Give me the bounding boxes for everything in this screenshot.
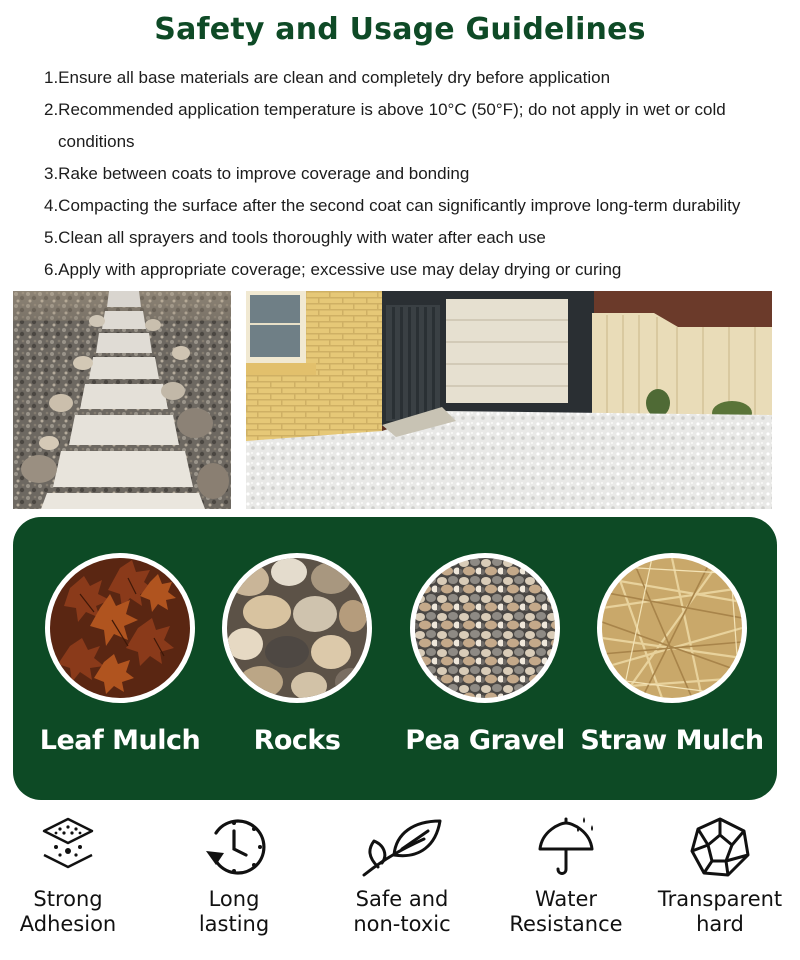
material-label: Rocks <box>253 725 341 756</box>
material-label: Straw Mulch <box>580 725 764 756</box>
adhesion-icon <box>36 815 100 879</box>
feature-long-lasting <box>154 815 314 937</box>
guideline-item: 3.Rake between coats to improve coverage and bonding <box>44 164 470 183</box>
clock-icon <box>202 815 266 879</box>
guideline-item: 4.Compacting the surface after the second coat can significantly improve long-term durability <box>44 196 741 215</box>
path-photo <box>13 291 231 509</box>
feature-water-resistance <box>486 815 646 937</box>
material-label: Leaf Mulch <box>39 725 201 756</box>
material-pea-gravel <box>405 553 565 756</box>
material-straw-mulch <box>580 553 764 756</box>
pea-gravel-image <box>410 553 560 703</box>
feature-strong-adhesion <box>0 815 148 937</box>
material-rocks <box>222 553 372 756</box>
gem-icon <box>688 815 752 879</box>
leaf-sprout-icon <box>354 815 450 879</box>
guideline-item: 1.Ensure all base materials are clean and completely dry before application <box>44 68 611 87</box>
feature-label: Strong Adhesion <box>19 887 117 936</box>
leaf-mulch-image <box>45 553 195 703</box>
feature-label: Transparent hard <box>657 887 783 936</box>
feature-transparent-hard <box>640 815 800 937</box>
guidelines-list <box>44 62 784 286</box>
guideline-item <box>44 94 784 158</box>
material-label: Pea Gravel <box>405 725 565 756</box>
feature-label: Long lasting <box>198 887 270 936</box>
driveway-photo <box>246 291 772 509</box>
rocks-image <box>222 553 372 703</box>
guideline-item: 5.Clean all sprayers and tools thoroughly with water after each use <box>44 228 546 247</box>
page-title: Safety and Usage Guidelines <box>154 12 646 47</box>
guideline-continuation: conditions <box>58 132 135 151</box>
feature-label: Safe and non-toxic <box>353 887 451 936</box>
feature-label: Water Resistance <box>509 887 623 936</box>
guideline-item: 6.Apply with appropriate coverage; excessive use may delay drying or curing <box>44 260 622 279</box>
material-leaf-mulch <box>39 553 201 756</box>
feature-safe-non-toxic <box>322 815 482 937</box>
umbrella-icon <box>534 815 598 879</box>
guideline-text: 2.Recommended application temperature is above 10°C (50°F); do not apply in wet or cold <box>44 100 726 119</box>
materials-panel <box>13 517 777 800</box>
straw-mulch-image <box>597 553 747 703</box>
